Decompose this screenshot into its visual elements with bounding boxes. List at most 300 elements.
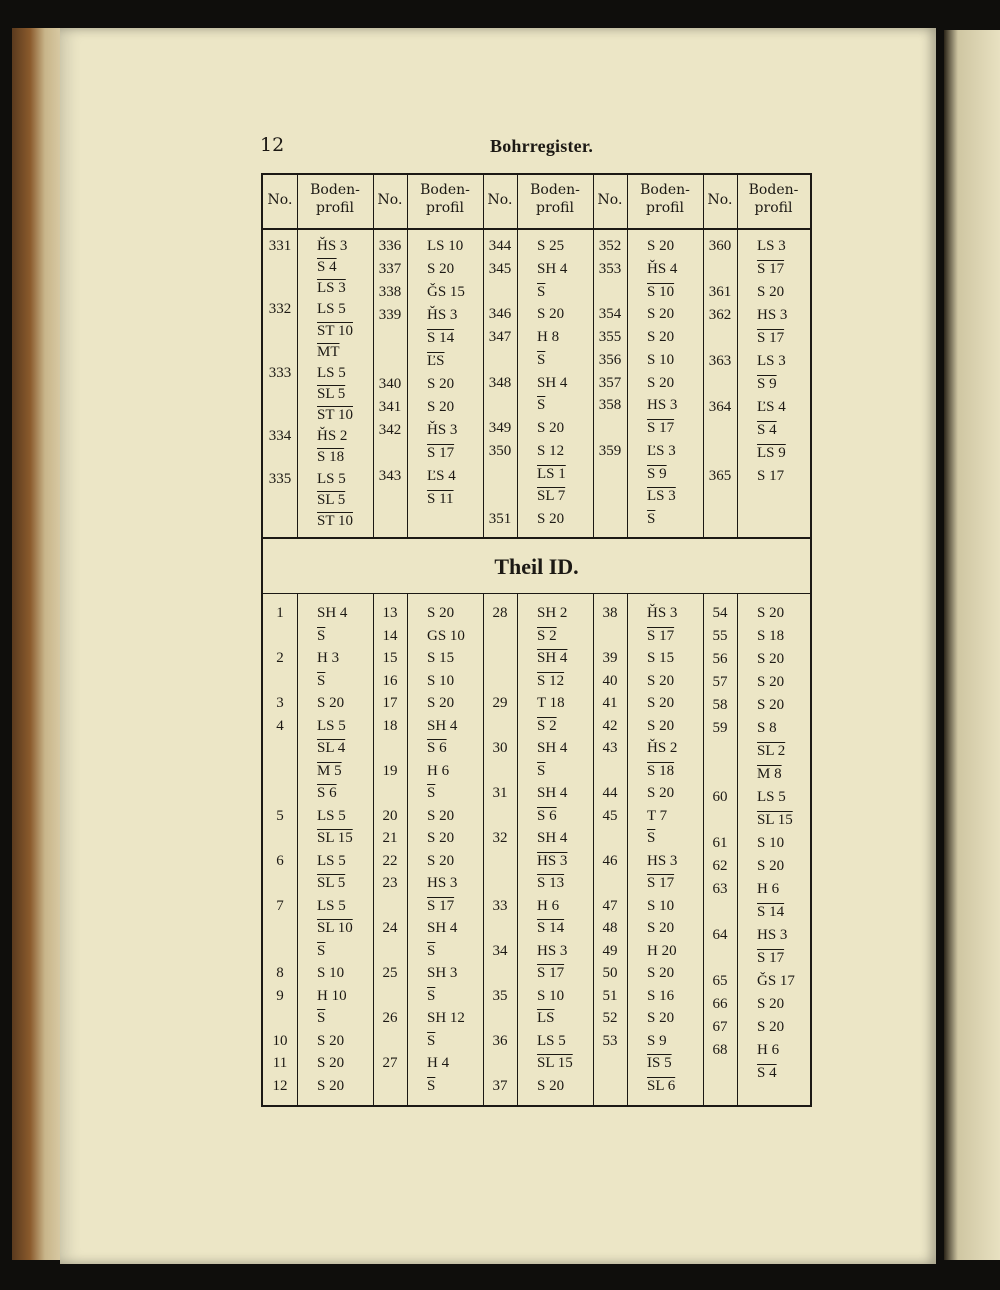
bore-number: 334 xyxy=(268,428,292,445)
soil-layer: S 17 xyxy=(427,897,455,914)
soil-layer: ȞS 3 xyxy=(317,238,348,254)
bore-number: 58 xyxy=(712,697,728,713)
soil-layer: SL 2 xyxy=(757,743,786,759)
adjacent-page-edge xyxy=(944,30,1000,1260)
bore-number: 37 xyxy=(492,1077,508,1094)
soil-layer: HS 3 xyxy=(427,875,458,891)
bore-number: 7 xyxy=(276,897,284,914)
soil-layer: S 20 xyxy=(317,1055,345,1071)
soil-layer: ST 10 xyxy=(317,407,353,424)
soil-layer: S 20 xyxy=(317,695,345,711)
soil-layer: HS 3 xyxy=(757,307,788,323)
bore-number: 27 xyxy=(382,1055,398,1071)
soil-layer: S 6 xyxy=(537,807,557,824)
soil-layer: S 9 xyxy=(757,376,777,392)
column-header-no: No. xyxy=(267,192,293,208)
soil-layer: LS 5 xyxy=(317,852,346,869)
soil-layer: GS 10 xyxy=(427,627,465,644)
soil-layer: SL 4 xyxy=(317,740,346,756)
soil-layer: SL 7 xyxy=(537,488,566,505)
column-header-no: No. xyxy=(707,192,733,208)
soil-layer: LS 5 xyxy=(757,789,786,805)
page-number: 12 xyxy=(260,134,285,156)
soil-layer: SH 4 xyxy=(537,740,568,756)
soil-layer: SL 10 xyxy=(317,920,353,936)
soil-layer: LS 3 xyxy=(757,238,786,254)
column-rule xyxy=(483,593,484,1105)
bore-number: 51 xyxy=(602,987,618,1004)
soil-layer: $\overline{S}$ xyxy=(427,942,436,959)
soil-layer: S 20 xyxy=(427,605,455,621)
soil-layer: S 9 xyxy=(647,1032,667,1049)
soil-layer: $\overline{S}$ xyxy=(427,1032,436,1049)
bore-number: 362 xyxy=(708,307,732,323)
bore-number: 62 xyxy=(712,858,728,874)
soil-layer: S 20 xyxy=(647,672,675,689)
soil-layer: $\overline{S}$ xyxy=(647,830,656,846)
soil-layer: SH 4 xyxy=(537,260,568,277)
soil-layer: HS 3 xyxy=(647,852,678,869)
soil-layer: ȞS 2 xyxy=(647,740,678,756)
soil-layer: M 8 xyxy=(757,766,782,782)
soil-layer: S 20 xyxy=(757,284,785,300)
soil-layer: S 20 xyxy=(537,511,565,528)
soil-layer: LS 3 xyxy=(647,488,676,505)
soil-layer: ǦS 15 xyxy=(427,284,465,300)
bore-number: 333 xyxy=(268,364,292,381)
column-header-no: No. xyxy=(377,192,403,208)
soil-layer: H 4 xyxy=(427,1055,450,1071)
bore-number: 11 xyxy=(272,1055,288,1071)
bore-number: 66 xyxy=(712,996,728,1012)
soil-layer: $\overline{MT}$ xyxy=(317,343,340,360)
bore-number: 351 xyxy=(488,511,512,528)
bore-number: 41 xyxy=(602,695,618,711)
soil-layer: S 10 xyxy=(757,835,785,851)
bore-number: 10 xyxy=(272,1032,288,1049)
soil-layer: H 10 xyxy=(317,987,347,1004)
soil-layer: ȞS 4 xyxy=(647,260,678,277)
column-rule xyxy=(297,175,298,537)
bore-number: 352 xyxy=(598,238,622,254)
soil-layer: S 12 xyxy=(537,442,565,459)
column-rule xyxy=(407,593,408,1105)
soil-layer: S 20 xyxy=(427,830,455,846)
bore-number: 338 xyxy=(378,284,402,300)
soil-layer: $\overline{S}$ xyxy=(537,397,546,414)
bore-number: 364 xyxy=(708,399,732,415)
bore-number: 359 xyxy=(598,442,622,459)
column-header-bodenprofil: Boden- profil xyxy=(748,182,799,216)
bore-number: 348 xyxy=(488,374,512,391)
bore-number: 337 xyxy=(378,261,402,277)
bore-number: 339 xyxy=(378,307,402,323)
bore-number: 20 xyxy=(382,807,398,824)
soil-layer: LS 5 xyxy=(537,1032,566,1049)
bore-number: 50 xyxy=(602,965,618,981)
bore-number: 47 xyxy=(602,897,618,914)
column-header-no: No. xyxy=(597,192,623,208)
soil-layer: ȞS 3 xyxy=(427,422,458,438)
soil-layer: S 17 xyxy=(757,950,785,966)
soil-layer: SH 4 xyxy=(427,920,458,936)
soil-layer: S 17 xyxy=(757,261,785,277)
soil-layer: S 10 xyxy=(647,351,675,368)
soil-layer: S 20 xyxy=(647,329,675,346)
bore-number: 363 xyxy=(708,353,732,369)
soil-layer: S 20 xyxy=(647,717,675,734)
soil-layer: S 10 xyxy=(537,987,565,1004)
column-header-bodenprofil: Boden- profil xyxy=(530,182,580,216)
bore-number: 19 xyxy=(382,762,398,779)
bore-number: 23 xyxy=(382,875,398,891)
soil-layer: H 3 xyxy=(317,650,340,666)
soil-layer: S 17 xyxy=(757,468,785,484)
soil-layer: SH 3 xyxy=(427,965,458,981)
soil-layer: S 14 xyxy=(427,330,455,346)
bore-number: 340 xyxy=(378,376,402,392)
bore-number: 15 xyxy=(382,650,398,666)
soil-layer: $\overline{S}$ xyxy=(647,511,656,528)
soil-layer: S 16 xyxy=(647,987,675,1004)
soil-layer: S 20 xyxy=(537,306,565,323)
bore-number: 59 xyxy=(712,720,728,736)
bore-number: 365 xyxy=(708,468,732,484)
bore-number: 353 xyxy=(598,260,622,277)
soil-layer: S 17 xyxy=(647,627,675,644)
soil-layer: S 15 xyxy=(647,650,675,666)
bore-number: 46 xyxy=(602,852,618,869)
bore-number: 63 xyxy=(712,881,728,897)
soil-layer: $\overline{S}$ xyxy=(317,1010,326,1026)
soil-layer: ǦS 17 xyxy=(757,973,795,989)
soil-layer: S 20 xyxy=(757,674,785,690)
soil-layer: S 20 xyxy=(757,697,785,713)
soil-layer: LS 3 xyxy=(317,280,346,297)
soil-layer: SL 6 xyxy=(647,1077,676,1094)
soil-layer: S 20 xyxy=(647,374,675,391)
soil-layer: S 20 xyxy=(647,785,675,801)
bore-number: 26 xyxy=(382,1010,398,1026)
bore-number: 12 xyxy=(272,1077,288,1094)
bore-number: 355 xyxy=(598,329,622,346)
column-rule xyxy=(627,175,628,537)
bore-number: 54 xyxy=(712,605,728,621)
soil-layer: ȞS 3 xyxy=(647,605,678,621)
bore-number: 61 xyxy=(712,835,728,851)
soil-layer: ST 10 xyxy=(317,322,353,339)
soil-layer: S 11 xyxy=(427,491,454,507)
bore-number: 13 xyxy=(382,605,398,621)
bore-number: 67 xyxy=(712,1019,728,1035)
soil-layer: S 14 xyxy=(757,904,785,920)
soil-layer: S 20 xyxy=(317,1032,345,1049)
soil-layer: S 20 xyxy=(647,238,675,254)
soil-layer: S 20 xyxy=(757,858,785,874)
column-header-bodenprofil: Boden- profil xyxy=(640,182,690,216)
soil-layer: SL 15 xyxy=(537,1055,573,1071)
bore-number: 9 xyxy=(276,987,284,1004)
bore-number: 57 xyxy=(712,674,728,690)
bore-number: 14 xyxy=(382,627,398,644)
soil-layer: S 8 xyxy=(757,720,777,736)
soil-layer: S 20 xyxy=(427,376,455,392)
soil-layer: SH 4 xyxy=(537,374,568,391)
soil-layer: $\overline{S}$ xyxy=(427,1077,436,1094)
bore-number: 341 xyxy=(378,399,402,415)
soil-layer: $\overline{S}$ xyxy=(427,987,436,1004)
bore-number: 360 xyxy=(708,238,732,254)
soil-layer: S 17 xyxy=(647,875,675,891)
soil-layer: ĽS 4 xyxy=(757,399,786,415)
soil-layer: H 6 xyxy=(537,897,560,914)
soil-layer: $\overline{LS}$ xyxy=(537,1010,555,1026)
bore-number: 44 xyxy=(602,785,618,801)
soil-layer: $\overline{S}$ xyxy=(537,351,546,368)
bore-number: 346 xyxy=(488,306,512,323)
soil-layer: ĽS 4 xyxy=(427,468,456,484)
bore-number: 38 xyxy=(602,605,618,621)
bore-number: 52 xyxy=(602,1010,618,1026)
bore-number: 64 xyxy=(712,927,728,943)
soil-layer: SH 4 xyxy=(317,605,348,621)
soil-layer: SH 4 xyxy=(427,717,458,734)
soil-layer: SL 5 xyxy=(317,491,346,508)
soil-layer: S 13 xyxy=(537,875,565,891)
page xyxy=(60,28,936,1264)
soil-layer: S 20 xyxy=(757,605,785,621)
bore-number: 22 xyxy=(382,852,398,869)
soil-layer: S 4 xyxy=(757,1065,777,1081)
bore-number: 65 xyxy=(712,973,728,989)
bore-number: 29 xyxy=(492,695,508,711)
soil-layer: S 10 xyxy=(317,965,345,981)
soil-layer: SH 12 xyxy=(427,1010,465,1026)
bore-number: 2 xyxy=(276,650,284,666)
bore-number: 68 xyxy=(712,1042,728,1058)
soil-layer: S 20 xyxy=(427,399,455,415)
bore-number: 45 xyxy=(602,807,618,824)
soil-layer: ȞS 3 xyxy=(427,307,458,323)
soil-layer: SL 5 xyxy=(317,875,346,891)
soil-layer: H 8 xyxy=(537,329,560,346)
bore-number: 18 xyxy=(382,717,398,734)
bore-number: 6 xyxy=(276,852,284,869)
soil-layer: S 10 xyxy=(427,672,455,689)
soil-layer: $\overline{S}$ xyxy=(317,627,326,644)
soil-layer: S 6 xyxy=(317,785,337,801)
bore-number: 336 xyxy=(378,238,402,254)
soil-layer: H 20 xyxy=(647,942,677,959)
column-rule xyxy=(737,593,738,1105)
bore-number: 34 xyxy=(492,942,508,959)
bore-number: 3 xyxy=(276,695,284,711)
soil-layer: ȞS 2 xyxy=(317,428,348,445)
column-rule xyxy=(517,593,518,1105)
soil-layer: S 20 xyxy=(537,1077,565,1094)
soil-layer: T 7 xyxy=(647,807,668,824)
soil-layer: S 18 xyxy=(757,628,785,644)
soil-layer: HS 3 xyxy=(647,397,678,414)
soil-layer: SL 5 xyxy=(317,386,346,402)
bore-number: 345 xyxy=(488,260,512,277)
bore-number: 48 xyxy=(602,920,618,936)
bore-number: 356 xyxy=(598,351,622,368)
soil-layer: H 6 xyxy=(757,1042,780,1058)
bore-number: 350 xyxy=(488,442,512,459)
soil-layer: S 20 xyxy=(647,965,675,981)
bore-number: 16 xyxy=(382,672,398,689)
soil-layer: S 20 xyxy=(757,1019,785,1035)
column-rule xyxy=(297,593,298,1105)
soil-layer: HS 3 xyxy=(537,942,568,959)
soil-layer: $\overline{S}$ xyxy=(537,762,546,779)
soil-layer: LS 5 xyxy=(317,301,346,318)
soil-layer: S 25 xyxy=(537,238,565,254)
bore-number: 343 xyxy=(378,468,402,484)
column-rule xyxy=(737,175,738,537)
soil-layer: S 10 xyxy=(647,283,675,300)
bore-number: 30 xyxy=(492,740,508,756)
column-rule xyxy=(407,175,408,537)
bore-number: 332 xyxy=(268,301,292,318)
soil-layer: S 20 xyxy=(317,1077,345,1094)
soil-layer: T 18 xyxy=(537,695,565,711)
soil-layer: S 14 xyxy=(537,920,565,936)
column-rule xyxy=(627,593,628,1105)
soil-layer: S 2 xyxy=(537,717,557,734)
soil-layer: LS 1 xyxy=(537,465,566,482)
soil-layer: S 17 xyxy=(757,330,785,346)
soil-layer: S 9 xyxy=(647,465,667,482)
column-rule xyxy=(517,175,518,537)
bore-number: 32 xyxy=(492,830,508,846)
soil-layer: S 10 xyxy=(647,897,675,914)
bore-number: 25 xyxy=(382,965,398,981)
bore-number: 56 xyxy=(712,651,728,667)
bore-number: 331 xyxy=(268,238,292,254)
bore-number: 17 xyxy=(382,695,398,711)
bore-number: 35 xyxy=(492,987,508,1004)
soil-layer: S 20 xyxy=(427,852,455,869)
bore-number: 342 xyxy=(378,422,402,438)
soil-layer: $\overline{ĽS}$ xyxy=(427,353,445,369)
soil-layer: SL 15 xyxy=(317,830,353,846)
soil-layer: S 17 xyxy=(537,965,565,981)
bore-number: 361 xyxy=(708,284,732,300)
soil-layer: LS 5 xyxy=(317,807,346,824)
bore-number: 55 xyxy=(712,628,728,644)
soil-layer: S 20 xyxy=(427,807,455,824)
bore-number: 53 xyxy=(602,1032,618,1049)
column-rule xyxy=(373,593,374,1105)
soil-layer: S 18 xyxy=(647,762,675,779)
soil-layer: S 20 xyxy=(427,695,455,711)
bore-number: 36 xyxy=(492,1032,508,1049)
soil-layer: S 20 xyxy=(427,261,455,277)
bore-number: 24 xyxy=(382,920,398,936)
soil-layer: $\overline{S}$ xyxy=(537,283,546,300)
bore-number: 39 xyxy=(602,650,618,666)
soil-layer: S 20 xyxy=(757,651,785,667)
column-rule xyxy=(483,175,484,537)
soil-layer: LS 10 xyxy=(427,238,464,254)
soil-layer: S 20 xyxy=(757,996,785,1012)
soil-layer: SH 2 xyxy=(537,605,568,621)
bore-number: 21 xyxy=(382,830,398,846)
soil-layer: LS 9 xyxy=(757,445,786,461)
soil-layer: SH 4 xyxy=(537,785,568,801)
soil-layer: S 17 xyxy=(427,445,455,461)
section-rule xyxy=(263,593,810,594)
soil-layer: HS 3 xyxy=(757,927,788,943)
soil-layer: ST 10 xyxy=(317,512,353,529)
soil-layer: S 17 xyxy=(647,420,675,437)
soil-layer: SL 15 xyxy=(757,812,793,828)
bore-number: 358 xyxy=(598,397,622,414)
soil-layer: M 5 xyxy=(317,762,342,779)
soil-layer: ĽS 3 xyxy=(647,442,676,459)
soil-layer: $\overline{S}$ xyxy=(427,785,436,801)
soil-layer: H 6 xyxy=(427,762,450,779)
soil-layer: $\overline{S}$ xyxy=(317,672,326,689)
soil-layer: SH 4 xyxy=(537,830,568,846)
soil-layer: S 18 xyxy=(317,449,345,466)
bore-number: 349 xyxy=(488,420,512,437)
column-rule xyxy=(593,593,594,1105)
bore-number: 4 xyxy=(276,717,284,734)
bore-number: 49 xyxy=(602,942,618,959)
bore-number: 1 xyxy=(276,605,284,621)
bore-number: 42 xyxy=(602,717,618,734)
soil-layer: S 20 xyxy=(537,420,565,437)
soil-layer: H 6 xyxy=(757,881,780,897)
bore-number: 28 xyxy=(492,605,508,621)
bore-number: 335 xyxy=(268,470,292,487)
soil-layer: LS 5 xyxy=(317,364,346,381)
bore-number: 31 xyxy=(492,785,508,801)
soil-layer: LS 5 xyxy=(317,470,346,487)
soil-layer: HS 3 xyxy=(537,852,568,869)
part1-bottom-rule xyxy=(263,537,810,539)
soil-layer: SH 4 xyxy=(537,650,568,666)
bore-number: 43 xyxy=(602,740,618,756)
column-header-no: No. xyxy=(487,192,513,208)
soil-layer: $\overline{S}$ xyxy=(317,942,326,959)
soil-layer: S 4 xyxy=(757,422,777,438)
soil-layer: S 2 xyxy=(537,627,557,644)
soil-layer: S 15 xyxy=(427,650,455,666)
bore-number: 347 xyxy=(488,329,512,346)
soil-layer: S 20 xyxy=(647,1010,675,1026)
bore-number: 60 xyxy=(712,789,728,805)
soil-layer: S 20 xyxy=(647,306,675,323)
soil-layer: LS 5 xyxy=(317,717,346,734)
soil-layer: S 20 xyxy=(647,695,675,711)
column-header-bodenprofil: Boden- profil xyxy=(420,182,470,216)
bore-number: 33 xyxy=(492,897,508,914)
bore-number: 354 xyxy=(598,306,622,323)
bore-number: 344 xyxy=(488,238,512,254)
soil-layer: LS 5 xyxy=(317,897,346,914)
bore-number: 5 xyxy=(276,807,284,824)
bore-number: 357 xyxy=(598,374,622,391)
column-header-bodenprofil: Boden- profil xyxy=(310,182,360,216)
bohrregister-table xyxy=(261,173,812,1107)
running-head: Bohrregister. xyxy=(490,136,594,156)
soil-layer: LS 3 xyxy=(757,353,786,369)
header-rule xyxy=(263,228,810,230)
